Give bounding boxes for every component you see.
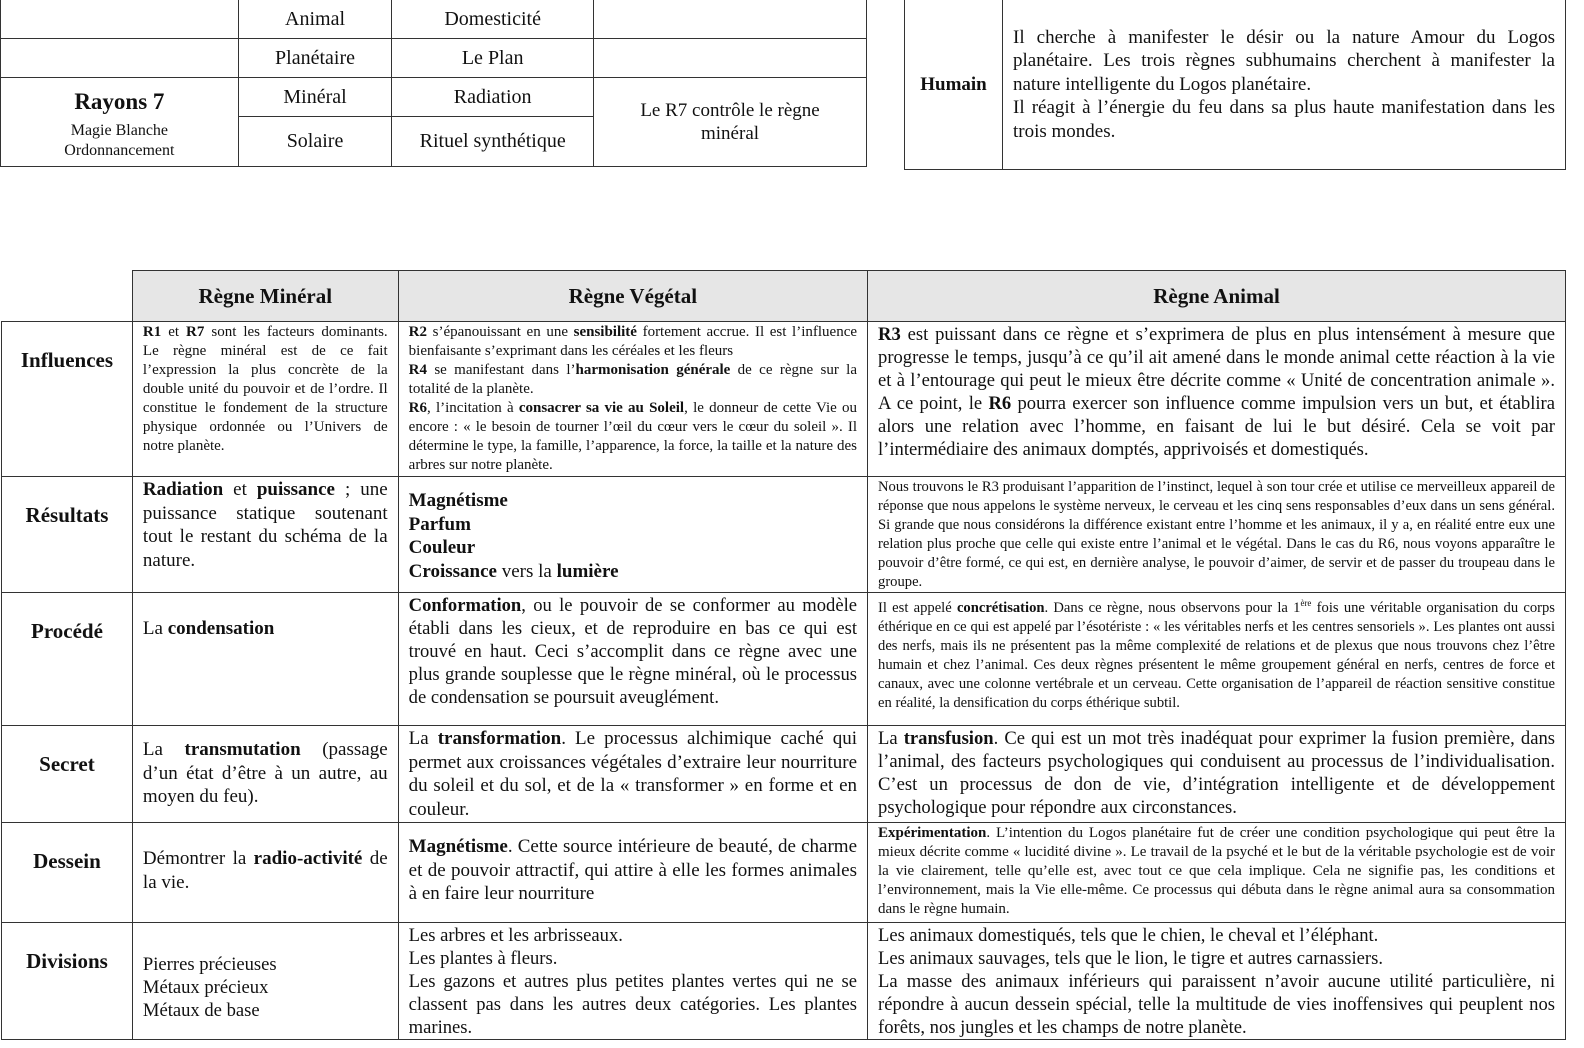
rayons-title: Rayons 7 xyxy=(74,89,165,114)
table-row xyxy=(2,593,1566,726)
row-label-dessein: Dessein xyxy=(2,823,133,923)
text: pourra exercer son influence comme impulsion vers un but, et établira alors une relation avec l’homme, en faisant de lui le but désiré. Cela se voit par l’intermédiaire des animaux domptés, apprivoisés et domestiqués. xyxy=(878,393,1555,460)
cell-mineral xyxy=(132,322,398,477)
row-label-procede: Procédé xyxy=(2,593,133,726)
text: Démontrer la xyxy=(142,848,254,869)
text: Il est appelé xyxy=(878,599,957,616)
bold-text: Radiation xyxy=(142,479,224,500)
table-row xyxy=(905,0,1566,170)
text: La xyxy=(142,739,185,760)
rayons-cell xyxy=(1,78,239,167)
paragraph: Il réagit à l’énergie du feu dans sa plus haute manifestation dans les trois mondes. xyxy=(1013,97,1555,142)
bold-text: Croissance xyxy=(408,560,497,582)
table-row xyxy=(2,823,1566,923)
list-item: Métaux de base xyxy=(142,999,260,1021)
row-label-secret: Secret xyxy=(2,726,133,823)
bold-text: R2 xyxy=(408,324,427,340)
bold-text: R7 xyxy=(186,324,205,340)
text: vers la xyxy=(496,560,557,582)
kingdoms-table xyxy=(1,270,1566,1040)
kingdom-cell: Solaire xyxy=(238,117,392,167)
row-label-divisions: Divisions xyxy=(2,923,133,1040)
list-item xyxy=(409,513,857,537)
bold-text: concrétisation xyxy=(956,599,1045,616)
cell-vegetal xyxy=(398,593,867,726)
list-item: Les plantes à fleurs. xyxy=(408,948,558,969)
list-item: Les gazons et autres plus petites plantes vertes qui ne se classent pas dans les autres deux catégories. Les plantes marines. xyxy=(408,971,858,1038)
bold-text: puissance xyxy=(256,479,335,500)
bold-text: lumière xyxy=(556,560,619,582)
text: s’épanouissant en une xyxy=(427,324,574,340)
cell-vegetal xyxy=(398,322,867,477)
empty-header xyxy=(2,271,133,322)
header-mineral: Règne Minéral xyxy=(132,271,398,322)
note-cell: Le R7 contrôle le règne minéral xyxy=(594,78,867,167)
table-row xyxy=(1,78,867,117)
cell-vegetal xyxy=(398,923,867,1040)
text: (passage d’un état d’être à un autre, au moyen du feu). xyxy=(142,739,388,807)
text: ; une puissance statique soutenant tout le restant du schéma de la nature. xyxy=(142,479,388,571)
quality-cell: Le Plan xyxy=(392,39,594,78)
text: , le donneur de cette Vie ou encore : « le besoin de tourner l’œil du cœur vers le cœur du soleil ». Il détermine le type, la famille, l’apparence, la force, la taille et la nature des arbres sur notre planète. xyxy=(408,400,858,473)
cell-animal: Nous trouvons le R3 produisant l’apparition de l’instinct, lequel à son tour crée et utilise ce merveilleux appareil de réponse que nous appelons le système nerveux, le cerveau et les cinq sens responsables d’eux dans un sens général. Si grande que nous considérons la différence existant entre l’homme et les animaux, il y a, en réalité entre eux une relation plus proche que celle qui existe entre l’animal et le végétal. Dans le cas du R6, nous voyons apparaître le pouvoir d’être formé, ce qui est, en dernière analyse, le pouvoir d’aimer, de servir et de passer du troupeau dans le groupe. xyxy=(868,477,1566,593)
empty-cell xyxy=(594,39,867,78)
bold-text: transmutation xyxy=(184,739,301,760)
text: , ou le pouvoir de se conformer au modèle établi dans les cieux, et de reproduire en bas ce qui est trouvé en haut. Ceci s’accomplit dans ce règne avec une plus grande souplesse que le règne minéral, où le processus de condensation se poursuit aveuglément. xyxy=(408,595,858,708)
bold-text: transfusion xyxy=(903,728,994,749)
bold-text: radio-activité xyxy=(253,848,363,869)
cell-vegetal xyxy=(398,823,867,923)
empty-cell xyxy=(1,39,239,78)
bold-text: consacrer sa vie au Soleil xyxy=(518,400,685,416)
text: , l’incitation à xyxy=(427,400,519,416)
bold-text: Expérimentation xyxy=(878,825,987,841)
list-item: Métaux précieux xyxy=(142,976,269,998)
header-animal: Règne Animal xyxy=(868,271,1566,322)
cell-vegetal xyxy=(398,477,867,593)
list-item: Les animaux domestiqués, tels que le chien, le cheval et l’éléphant. xyxy=(878,925,1379,946)
quality-cell: Radiation xyxy=(392,78,594,117)
human-table xyxy=(904,0,1566,170)
bold-text: R1 xyxy=(142,324,162,340)
bold-text: harmonisation générale xyxy=(575,362,731,378)
cell-mineral xyxy=(132,477,398,593)
text: fortement accrue. Il est l’influence bienfaisante s’exprimant dans les céréales et les fleurs xyxy=(408,324,858,359)
empty-cell xyxy=(1,0,239,39)
text: fois une véritable organisation du corps éthérique en ce qui est appelé par l’ésotériste : « les véritables nerfs et les centres sensoriels ». Les plantes ont aussi des nerfs, mais ils ne présentent pas la même complexité de relations et de plexus que nous trouvons chez l’être humain et chez l’animal. Ces deux règnes présentent le même groupement général en nerfs, centres de force et canaux, avec une colonne vertébrale et un cerveau. Cette organisation de l’appareil de réaction sensitive constitue en réalité, la densification du corps éthérique subtil. xyxy=(878,599,1555,711)
human-text xyxy=(1003,0,1566,170)
bold-text: Parfum xyxy=(408,513,471,535)
paragraph xyxy=(409,323,857,361)
bold-text: condensation xyxy=(167,618,275,639)
bold-text: R3 xyxy=(878,324,901,345)
rays-table xyxy=(0,0,867,167)
row-label-influences: Influences xyxy=(2,322,133,477)
text: . Ce qui est un mot très inadéquat pour exprimer la fusion première, dans l’animal, des facteurs psychologiques qui conduisent au processus de l’individualisation. C’est un processus de don de vie, d’intégration intelligente et de développement psychologique pour répondre aux circonstances. xyxy=(878,728,1555,818)
list-item: Les animaux sauvages, tels que le lion, le tigre et autres carnassiers. xyxy=(878,948,1383,969)
row-label-resultats: Résultats xyxy=(2,477,133,593)
bold-text: Magnétisme xyxy=(408,490,508,511)
text: et xyxy=(223,479,257,500)
cell-mineral xyxy=(132,923,398,1040)
quality-cell: Domesticité xyxy=(392,0,594,39)
empty-cell xyxy=(594,0,867,39)
table-row xyxy=(2,923,1566,1040)
text: . Dans ce règne, nous observons pour la 1 xyxy=(1044,599,1301,616)
paragraph xyxy=(409,399,857,475)
cell-vegetal xyxy=(398,726,867,823)
table-row xyxy=(1,0,867,39)
text: de ce règne sur la totalité de la planète. xyxy=(408,362,857,397)
list-item: Pierres précieuses xyxy=(142,953,277,975)
text: est puissant dans ce règne et s’exprimera de plus en plus intensément à mesure que progresse le temps, jusqu’à ce qu’il ait amené dans le monde animal cette réaction à la vie et à l’entourage qui peut le mieux être décrite comme « Unité de concentration animale ». A ce point, le xyxy=(878,324,1555,414)
header-vegetal: Règne Végétal xyxy=(398,271,867,322)
table-row xyxy=(2,322,1566,477)
bold-text: Couleur xyxy=(408,537,476,558)
cell-animal xyxy=(868,593,1566,726)
paragraph: Il cherche à manifester le désir ou la nature Amour du Logos planétaire. Les trois règnes subhumains cherchent à manifester la nature intelligente du Logos planétaire. xyxy=(1013,26,1555,95)
cell-animal xyxy=(868,726,1566,823)
text: de la vie. xyxy=(142,848,388,893)
text: et xyxy=(161,324,187,340)
list-item: La masse des animaux inférieurs qui paraissent n’avoir aucune utilité particulière, ni répondre à aucun dessein spécial, telle la multitude de vies inoffensives qui peuplent nos forêts, nos jungles et les champs de notre planète. xyxy=(878,971,1555,1038)
superscript: ère xyxy=(1300,598,1312,608)
table-row xyxy=(2,726,1566,823)
bold-text: transformation xyxy=(437,728,562,749)
text: sont les facteurs dominants. Le règne minéral est de ce fait l’expression la plus concrète de la double unité du pouvoir et de l’ordre. Il constitue le fondement de la structure physique ordonnée ou l’Univers de notre planète. xyxy=(142,324,388,454)
text: La xyxy=(142,618,168,639)
text: . L’intention du Logos planétaire fut de créer une condition psychologique qui peut être la mieux décrite comme « lucidité divine ». Le travail de la psyché et le but de la véritable psychologie est de voir la vie clairement, telle qu’elle est, avec tout ce que cela implique. Cela ne signifie pas, les conditions et l’environnement, mais la Vie elle-même. Ce processus qui débuta dans le règne animal aura sa consommation dans le règne humain. xyxy=(878,825,1555,917)
bold-text: Conformation xyxy=(408,595,522,616)
list-item xyxy=(409,489,857,513)
rayons-subtitle: Magie Blanche xyxy=(70,122,169,139)
quality-cell: Rituel synthétique xyxy=(392,117,594,167)
list-item xyxy=(409,560,857,584)
bold-text: R6 xyxy=(408,400,427,416)
kingdom-cell: Planétaire xyxy=(238,39,392,78)
kingdom-cell: Animal xyxy=(238,0,392,39)
cell-animal xyxy=(868,823,1566,923)
paragraph xyxy=(409,361,857,399)
cell-mineral xyxy=(132,593,398,726)
bold-text: sensibilité xyxy=(573,324,637,340)
kingdom-cell: Minéral xyxy=(238,78,392,117)
rayons-subtitle: Ordonnancement xyxy=(64,142,175,159)
cell-animal xyxy=(868,923,1566,1040)
text: . Le processus alchimique caché qui permet aux croissances végétales d’extraire leur nourriture du soleil et du sol, et de la « transformer » en forme et en couleur. xyxy=(408,728,858,820)
text: . Cette source intérieure de beauté, de charme et de pouvoir attractif, qui attire à elle les formes animales à en faire leur nourriture xyxy=(408,836,858,904)
bold-text: Magnétisme xyxy=(408,836,508,857)
bold-text: R6 xyxy=(988,393,1012,414)
human-label: Humain xyxy=(905,0,1003,170)
table-row xyxy=(1,39,867,78)
bold-text: R4 xyxy=(408,362,427,378)
text: La xyxy=(878,728,904,749)
cell-animal xyxy=(868,322,1566,477)
table-row xyxy=(2,477,1566,593)
list-item xyxy=(409,536,857,560)
header-row xyxy=(2,271,1566,322)
text: se manifestant dans l’ xyxy=(427,362,576,378)
text: La xyxy=(408,728,438,749)
cell-mineral xyxy=(132,726,398,823)
cell-mineral xyxy=(132,823,398,923)
list-item: Les arbres et les arbrisseaux. xyxy=(408,925,623,946)
